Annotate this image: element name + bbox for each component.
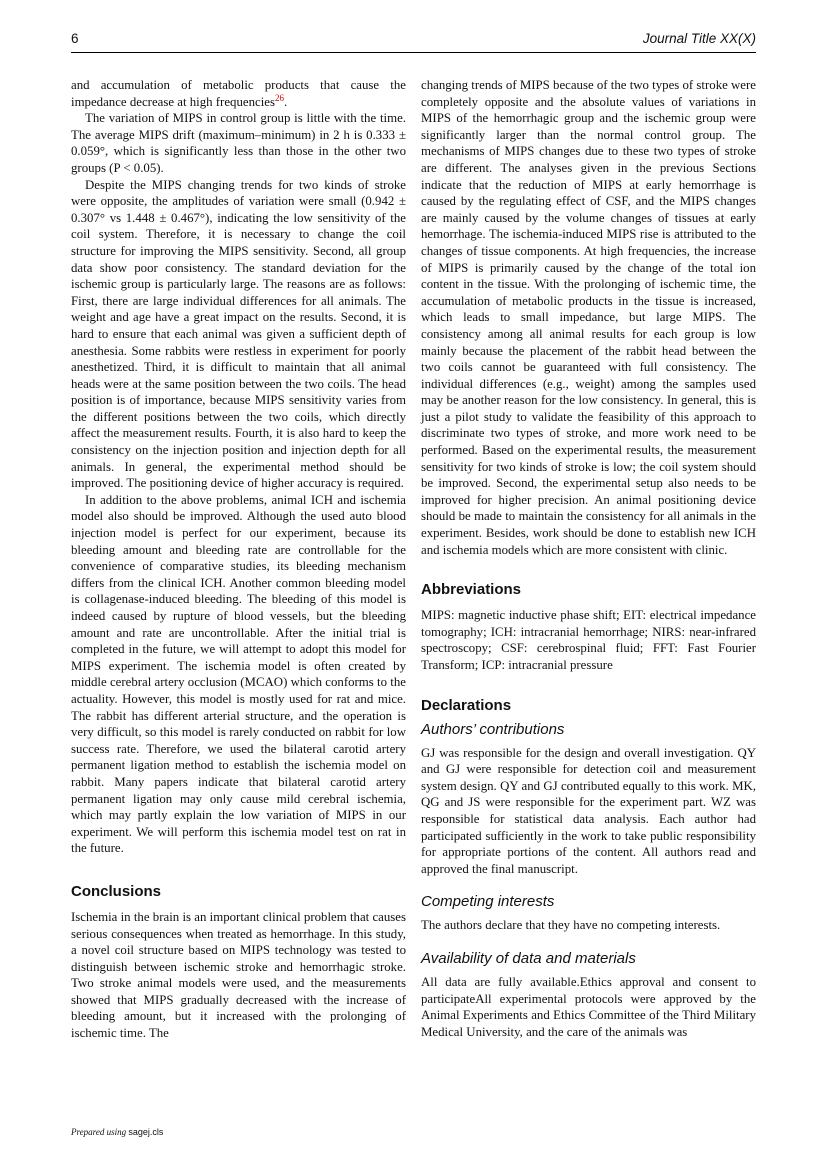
declarations-heading: Declarations [421,696,512,714]
competing-interests-heading: Competing interests [421,893,555,911]
abbreviations-heading: Abbreviations [421,581,522,599]
paragraph-control-group: The variation of MIPS in control group is little with the time. The average MIPS drift (maximum–minimum) in 2 h is 0.333 ± 0.059°, which is significantly less than those in the other two groups (P < 0.05). [71,111,406,175]
abbreviations-paragraph: MIPS: magnetic inductive phase shift; EIT: electrical impedance tomography; ICH: intracranial hemorrhage; NIRS: near-infrared spectroscopy; CSF: cerebrospinal fluid; FFT: Fast Fourier Transform; ICP: intracranial pressure [421,608,756,672]
authors-contributions-paragraph: GJ was responsible for the design and overall investigation. QY and GJ were responsible for detection coil and measurement system design. QY and GJ contributed equally to this work. MK, QG and JS were responsible for the experiment part. WZ was responsible for statistical data analysis. Each author had participated sufficiently in the work to take public responsibility for appropriate portions of the content. All authors read and approved the final manuscript. [421,745,756,876]
competing-interests-paragraph: The authors declare that they have no competing interests. [421,918,721,933]
paragraph-end: . [283,94,288,109]
header-rule [71,52,756,53]
footer [71,1127,163,1137]
conclusions-heading: Conclusions [71,882,162,900]
availability-paragraph: All data are fully available.Ethics approval and consent to participateAll experimental protocols were approved by the Animal Experiments and Ethics Committee of the Third Military Medical University, and the care of the animals was [421,974,756,1039]
paragraph-sensitivity: Despite the MIPS changing trends for two kinds of stroke were opposite, the amplitudes of variation were small (0.942 ± 0.307° vs 1.448 ± 0.467°), indicating the low sensitivity of the coil system. Therefore, it is necessary to change the coil structure for improving the MIPS sensitivity. Second, all group data show poor consistency. The standard deviation for the ischemic group is particularly large. The reasons are as follows: First, there are large individual differences for all animals. The weight and age have a great impact on the results. Second, it is hard to ensure that each animal was given a sufficient depth of anesthesia. Some rabbits were restless in experiment for poorly anesthetized. Third, it is difficult to maintain that all animal heads were at the same position between the two coils. The head position is of importance, because MIPS sensitivity varies from the different positions between the two coils, which directly affect the measurement results. Fourth, it is also hard to keep the consistency on the injection position and injection depth for all animals. In general, the experimental method should be improved. The positioning device of higher accuracy is required. [71,177,406,491]
conclusions-paragraph: Ischemia in the brain is an important clinical problem that causes serious consequences when treated as hemorrhage. In this study, a novel coil structure based on MIPS technology was tested to distinguish between ischemic stroke and hemorrhagic stroke. Two stroke animal models were used, and the measurements showed that MIPS gradually decreased with the increase of bleeding amount, but it increased with the prolonging of ischemic time. The [71,909,406,1041]
journal-title: Journal Title XX(X) [642,31,756,46]
paragraph-text: and accumulation of metabolic products that cause the impedance decrease at high frequencies [71,78,406,109]
paragraph-models: In addition to the above problems, animal ICH and ischemia model also should be improved. Although the used auto blood injection model is perfect for our experiment, because its bleeding amount and bleeding rate are controllable for the convenience of comparative studies, its bleeding mechanism differs from the clinical ICH. Another common bleeding model is collagenase-induced bleeding. The bleeding of this model is indeed caused by rupture of blood vessels, but the bleeding amount and rate are uncontrollable. After the initial trial is completed in the future, we will attempt to adopt this model for MIPS experiment. The ischemia model is often created by middle cerebral artery occlusion (MCAO) which conforms to the actuality. However, this model is mostly used for rat and mice. The rabbit has different arterial structure, and the operation is very difficult, so this model is rarely conducted on rabbit for low success rate. Therefore, we used the bilateral carotid artery permanent ligation method to establish the ischemia model on rabbit. Many papers indicate that bilateral carotid artery permanent ligation may only cause mild cerebral ischemia, which may partly explain the low variation of MIPS in our experiment. We will perform this ischemia model test on rat in the future. [71,492,406,856]
left-column [71,77,406,1042]
authors-contributions-heading: Authors’ contributions [421,720,565,738]
footer-prepared-using: Prepared using [71,1127,127,1137]
paragraph-conclusions-cont: changing trends of MIPS because of the two types of stroke were completely opposite and the absolute values of variations in MIPS of the hemorrhagic group and the ischemic group were significantly larger than the normal control group. The mechanisms of MIPS changes due to these two types of stroke are different. The analyses given in the previous Sections indicate that the reduction of MIPS at early hemorrhage is caused by the regulating effect of CSF, and the MIPS changes are mainly caused by the volume changes of tissues at early hemorrhage. The ischemia-induced MIPS rise is attributed to the changes of tissue components. At high frequencies, the increase of MIPS is primarily caused by the change of the total ion content in the tissue. With the prolonging of ischemic time, the accumulation of metabolic products in the tissue is increased, which leads to small impedance, but large MIPS. The consistency among all animal results for each group is low mainly because the placement of the rabbit head between the two coils cannot be guaranteed with full consistency. The individual differences (e.g., weight) among the samples used may be another reason for the low consistency. In general, this is just a pilot study to validate the feasibility of this approach to discriminate two types of stroke, and more work need to be performed. Based on the experimental results, the measurement sensitivity for two kinds of stroke is low; the coil system should be improved. Second, the experimental setup also needs to be improved for higher precision. An animal positioning device should be made to maintain the consistency for all animals in the experiment. Besides, work should be done to establish new ICH and ischemia models which are more consistent with clinic. [421,78,756,557]
paragraph-continuation [71,77,406,110]
right-column [421,77,756,1040]
footer-cls-name: sagej.cls [128,1127,164,1137]
availability-heading: Availability of data and materials [421,949,636,967]
page-number: 6 [71,31,79,46]
citation-link[interactable]: 26 [274,92,284,103]
